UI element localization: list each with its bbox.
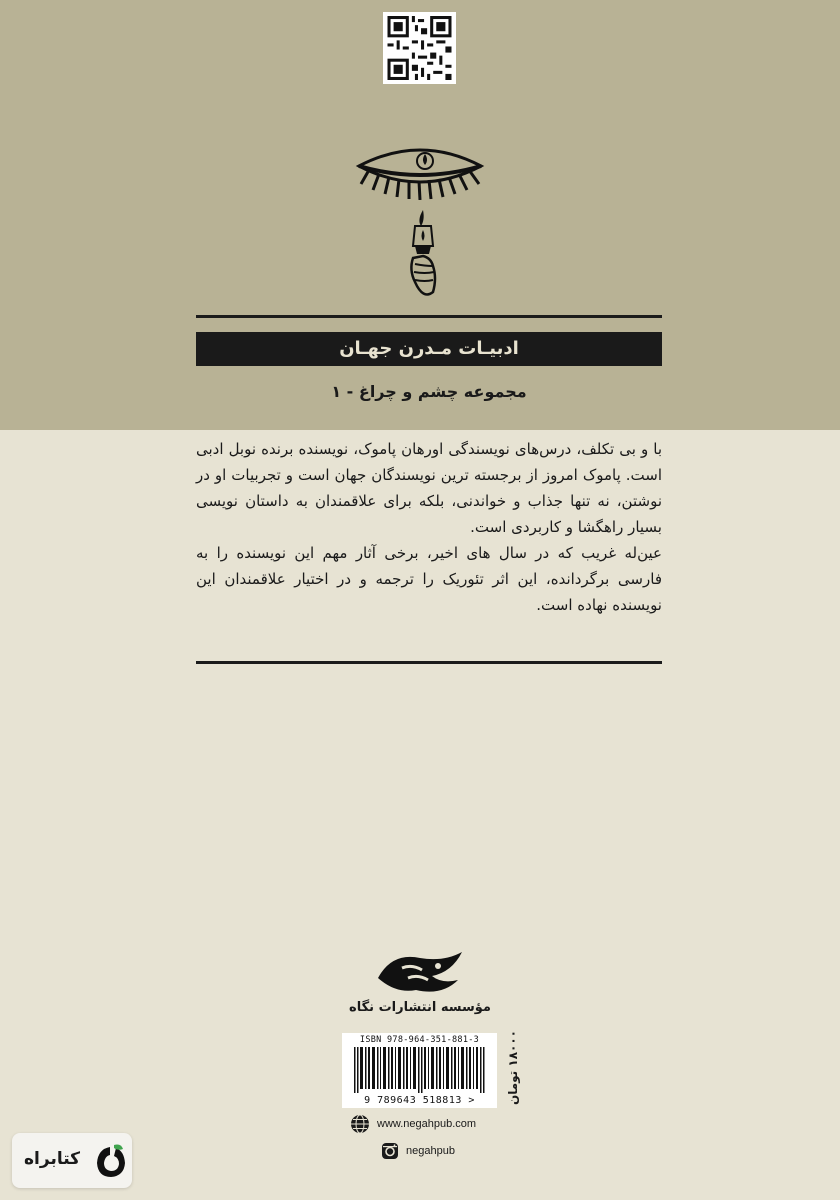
series-subtitle: مجموعه چشم و چراغ - ۱ bbox=[331, 382, 527, 401]
website-url[interactable]: www.negahpub.com bbox=[377, 1118, 477, 1130]
price-label: ۱۸۰۰۰ تومان bbox=[506, 1030, 520, 1106]
series-title: ادبیـات مـدرن جهـان bbox=[339, 338, 519, 359]
isbn-number: ISBN 978-964-351-881-3 bbox=[359, 1035, 480, 1045]
website-row[interactable] bbox=[350, 1114, 476, 1134]
book-blurb bbox=[196, 436, 662, 618]
globe-icon bbox=[350, 1114, 370, 1134]
blurb-paragraph-2: عین‌له غریب که در سال های اخیر، برخی آثار مهم این نویسنده را به فارسی برگردانده، این اثر تئوریک را ترجمه و در اختیار علاقمندان این نویسنده نهاده است. bbox=[196, 544, 662, 614]
bottom-rule bbox=[196, 661, 662, 664]
series-title-bar bbox=[196, 332, 662, 366]
instagram-row[interactable] bbox=[381, 1141, 455, 1161]
eye-lamp-icon bbox=[355, 144, 485, 200]
badge-label: کتابراه bbox=[24, 1149, 81, 1169]
barcode-digits: 9 789643 518813 > bbox=[364, 1095, 475, 1106]
hand-torch-icon bbox=[405, 208, 441, 300]
ketabrah-logo-icon bbox=[94, 1143, 128, 1179]
publisher-name: مؤسسه انتشارات نگاه bbox=[349, 1000, 491, 1015]
instagram-icon bbox=[381, 1142, 399, 1160]
isbn-barcode bbox=[342, 1033, 497, 1108]
top-rule bbox=[196, 315, 662, 318]
blurb-paragraph-1: با و بی تکلف، درس‌های نویسندگی اورهان پاموک، نویسنده برنده نوبل ادبی است. پاموک امروز از برجسته ترین نویسندگان جهان است و تجربیات او در نوشتن، نه تنها جذاب و خواندنی، بلکه برای علاقمندان به داستان نویسی بسیار راهگشا و کاربردی است. bbox=[196, 440, 662, 536]
instagram-handle[interactable]: negahpub bbox=[406, 1145, 455, 1157]
ketabrah-badge[interactable] bbox=[12, 1133, 132, 1188]
qr-code bbox=[383, 12, 456, 84]
barcode-bars bbox=[354, 1047, 485, 1093]
publisher-logo-icon bbox=[372, 948, 468, 998]
